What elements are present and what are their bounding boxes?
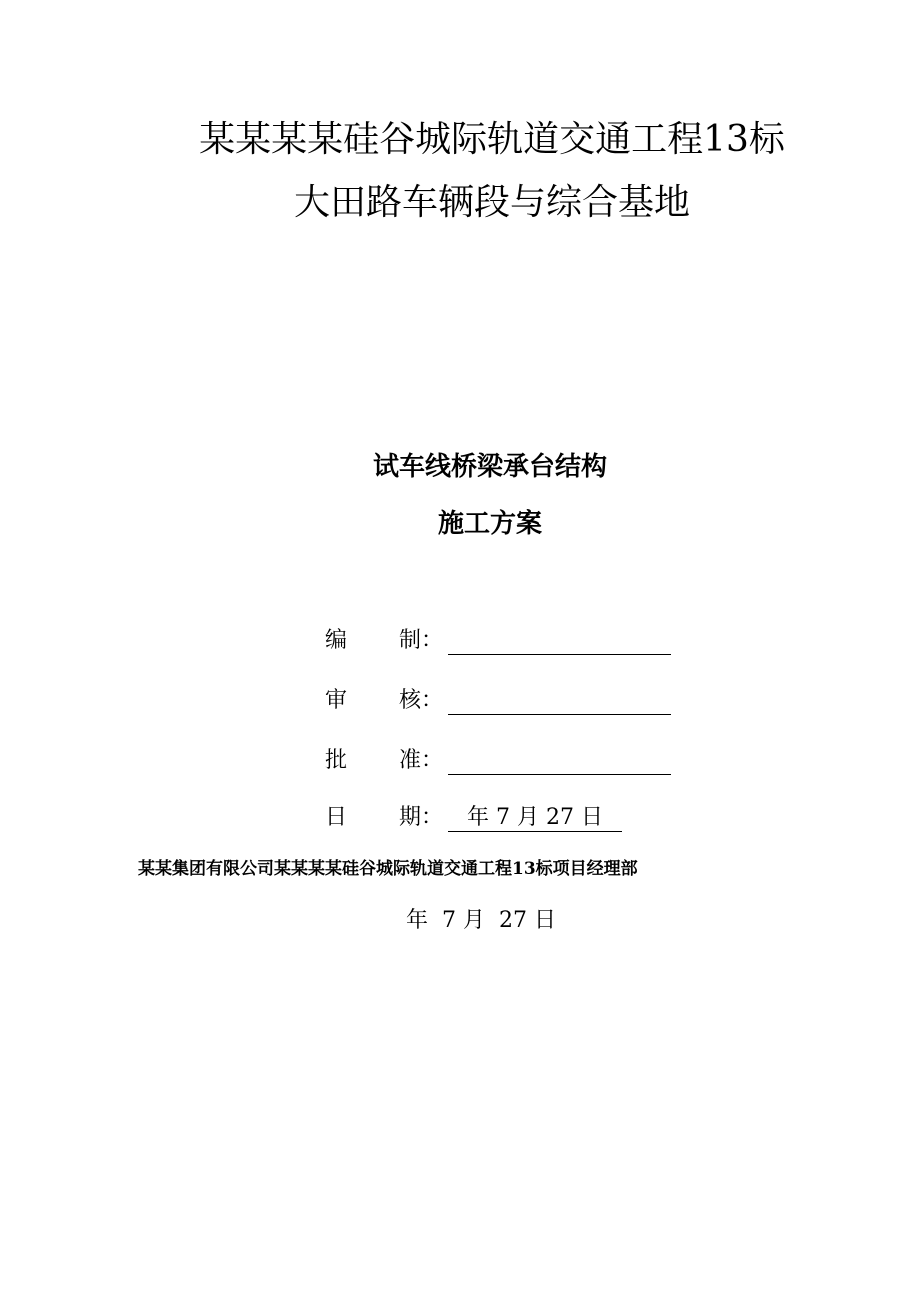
signoff-label-char1: 日 [325, 805, 348, 830]
signoff-label-char2: 制： [399, 628, 444, 653]
subtitle-line-1: 试车线桥梁承台结构 [372, 452, 607, 482]
signature-blank-line [448, 714, 671, 715]
signoff-label-char2: 核： [399, 688, 444, 713]
signoff-label-char1: 编 [325, 628, 348, 653]
main-title-line-2: 大田路车辆段与综合基地 [293, 182, 690, 223]
signature-blank-line [448, 774, 671, 775]
main-title-line-1: 某某某某硅谷城际轨道交通工程13标 [199, 119, 785, 160]
organization-name: 某某集团有限公司某某某某硅谷城际轨道交通工程13标项目经理部 [138, 859, 638, 879]
signoff-label-char1: 审 [325, 688, 348, 713]
date-underline [448, 831, 622, 832]
signature-blank-line [448, 654, 671, 655]
signoff-label-char1: 批 [325, 748, 348, 773]
signoff-label-char2: 准： [399, 748, 444, 773]
subtitle-line-2: 施工方案 [437, 509, 542, 539]
document-date: 年 7 月 27 日 [406, 908, 556, 933]
signoff-date-value: 年 7 月 27 日 [467, 805, 603, 830]
signoff-label-char2: 期： [399, 805, 444, 830]
